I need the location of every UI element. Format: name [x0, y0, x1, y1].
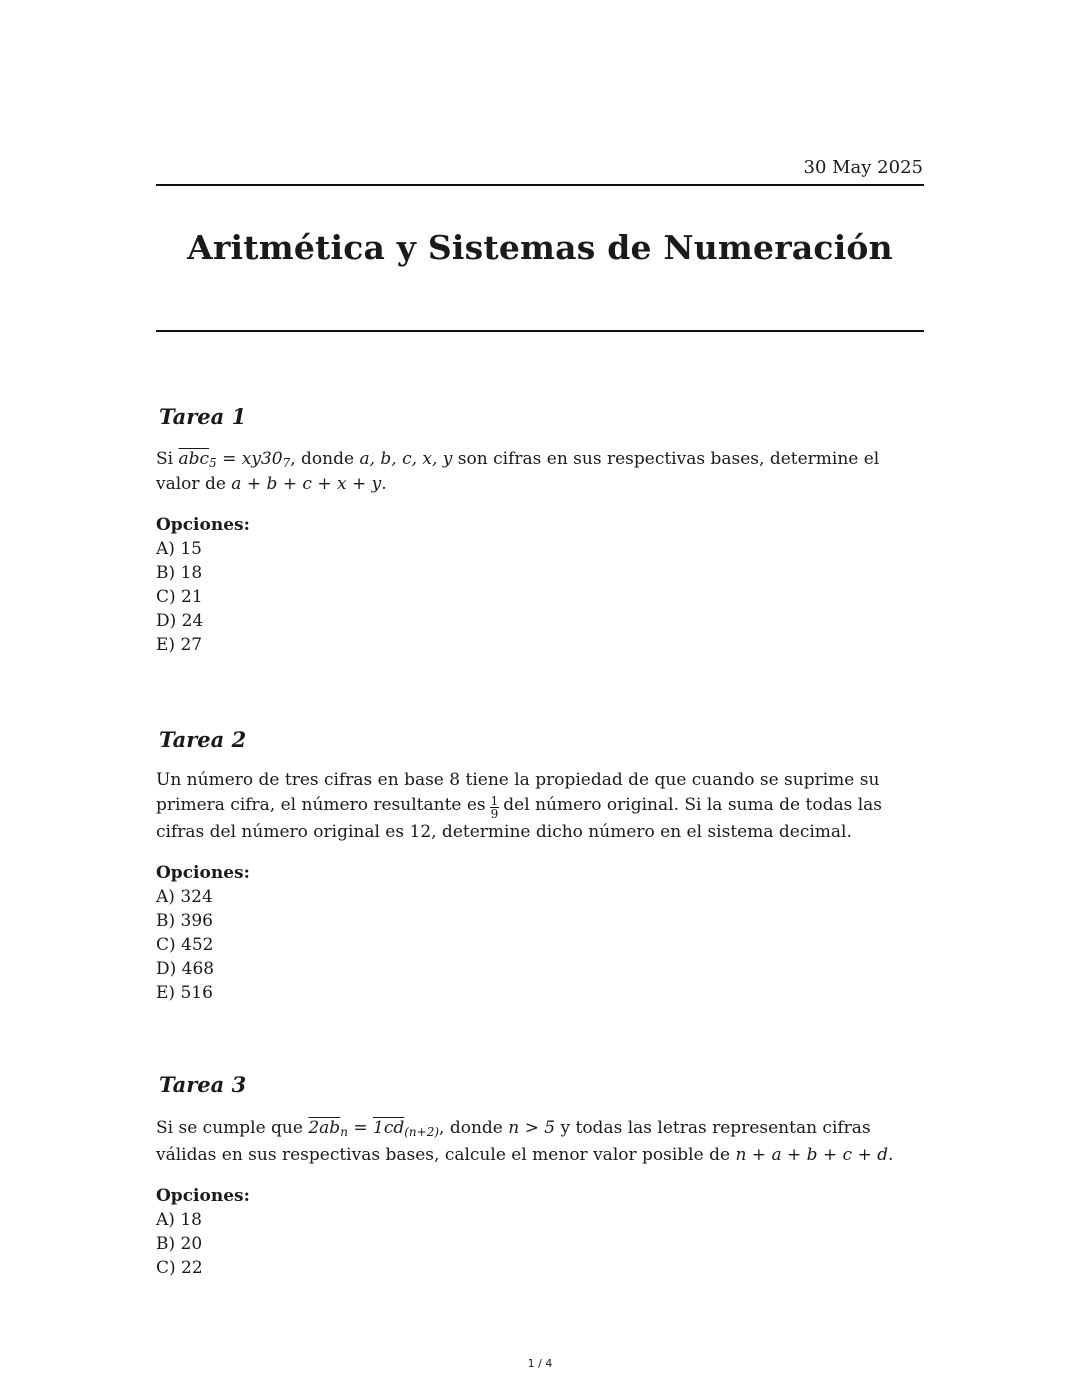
- option-d: D) 468: [156, 959, 215, 979]
- fraction: $\frac{1}{9}$: [490, 793, 499, 821]
- options-list: [156, 1208, 926, 1280]
- options-list: [156, 537, 926, 657]
- option-a: A) 18: [156, 1210, 202, 1230]
- task-statement: Un número de tres cifras en base 8 tiene la propiedad de que cuando se suprime su primera cifra, el número resultante es $\frac{1}{9}$ del número original. Si la suma de todas las cifras del número original es 12, determine dicho número en el sistema decimal.: [156, 770, 883, 842]
- options-list: [156, 885, 926, 1005]
- title-rule-bottom: [156, 330, 924, 332]
- options-label: Opciones:: [156, 515, 250, 535]
- option-b: B) 18: [156, 563, 203, 583]
- options-label: Opciones:: [156, 1186, 250, 1206]
- title-rule-top: [156, 184, 924, 186]
- option-a: A) 324: [156, 887, 213, 907]
- option-c: C) 22: [156, 1258, 203, 1278]
- document-title: Aritmética y Sistemas de Numeración: [187, 228, 893, 267]
- task-heading: Tarea 2: [159, 727, 247, 752]
- option-b: B) 396: [156, 911, 213, 931]
- task-1: [156, 403, 926, 657]
- options-label: Opciones:: [156, 863, 250, 883]
- header-date: 30 May 2025: [803, 157, 923, 178]
- task-3: [156, 1071, 926, 1280]
- option-b: B) 20: [156, 1234, 203, 1254]
- task-2: [156, 726, 926, 1005]
- task-heading: Tarea 1: [159, 404, 247, 429]
- page-number: 1 / 4: [527, 1357, 553, 1370]
- option-a: A) 15: [156, 539, 202, 559]
- task-statement: Si $\overline{abc}_5 = xy30_7$, donde a, b, c, x, y son cifras en sus respectivas bases, determine el valor de a + b + c + x + y.: [156, 449, 880, 494]
- option-c: C) 452: [156, 935, 214, 955]
- option-c: C) 21: [156, 587, 203, 607]
- option-e: E) 516: [156, 983, 213, 1003]
- option-d: D) 24: [156, 611, 204, 631]
- task-statement: Si se cumple que $2ab_n = 1cd_{(n+2)}$, donde n > 5 y todas las letras representan cifras válidas en sus respectivas bases, calcule el menor valor posible de n + a + b + c + d.: [156, 1118, 894, 1165]
- option-e: E) 27: [156, 635, 203, 655]
- task-heading: Tarea 3: [159, 1072, 247, 1097]
